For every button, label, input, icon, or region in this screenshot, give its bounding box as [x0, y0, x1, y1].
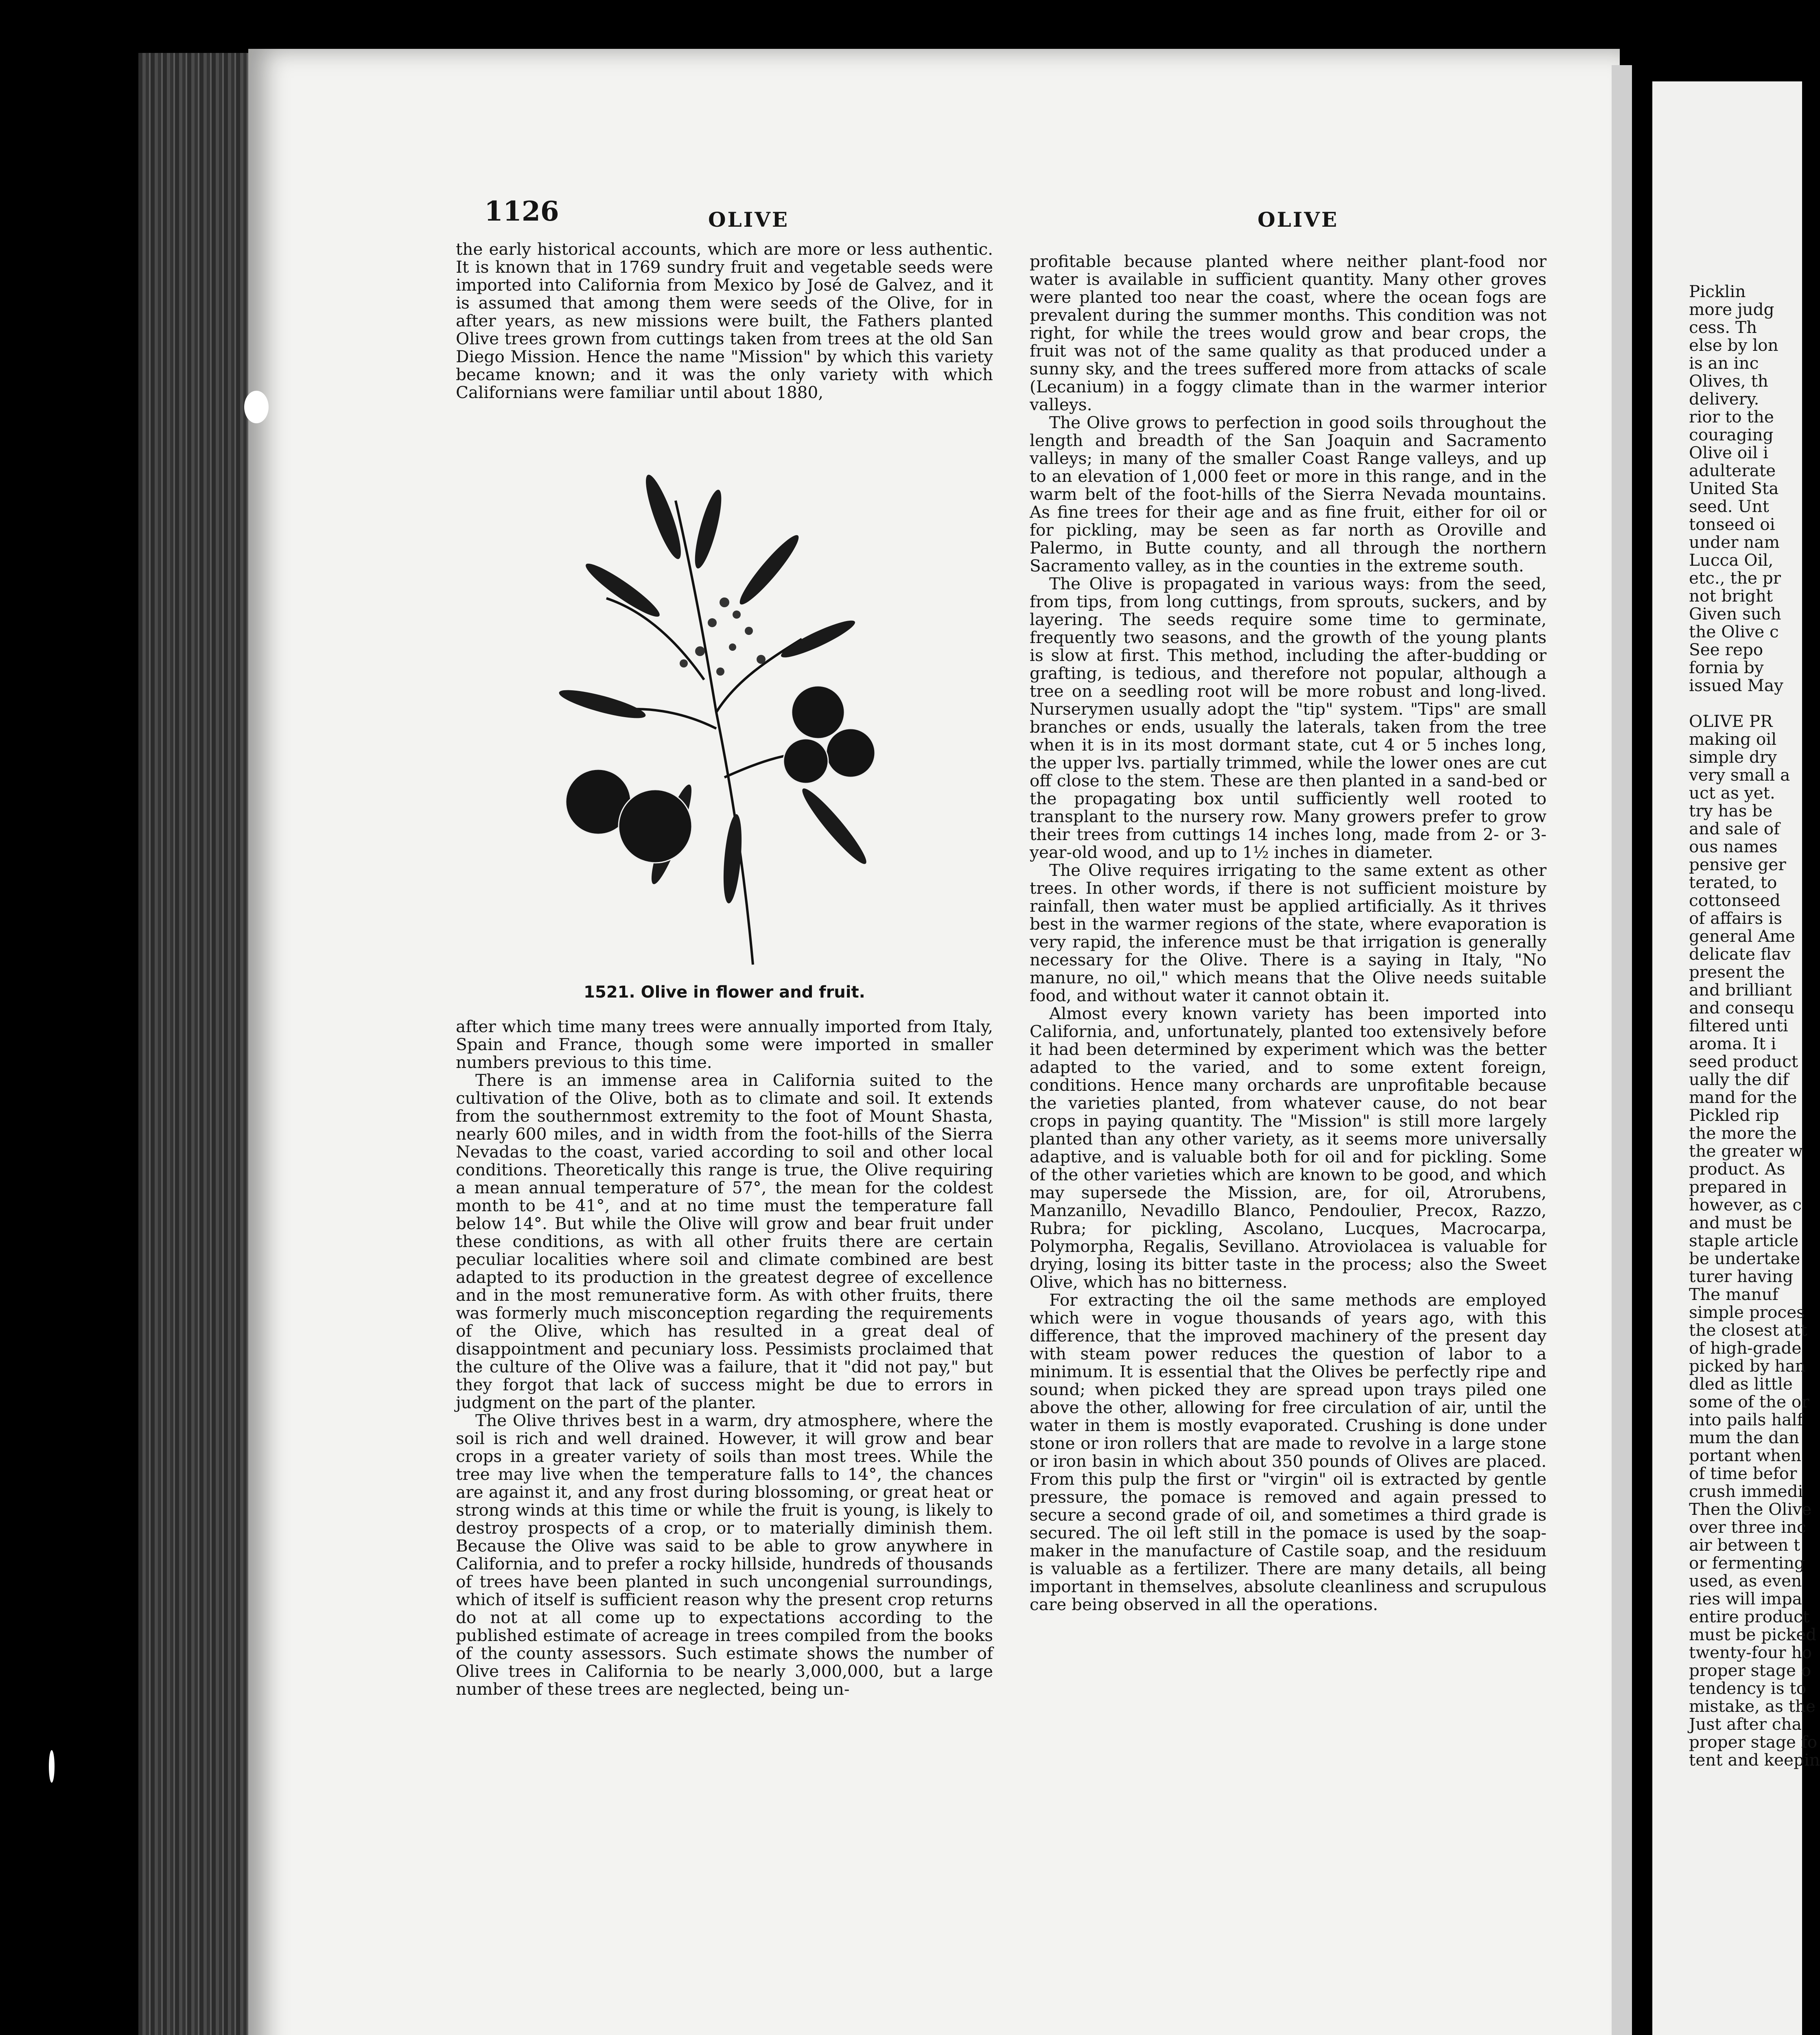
line-fragment: cess. Th [1689, 317, 1757, 337]
line-fragment: simple proces [1689, 1302, 1805, 1322]
line-fragment: terated, to [1689, 873, 1777, 892]
line-fragment: filtered unti [1689, 1016, 1788, 1035]
line-fragment: picked by han [1689, 1356, 1806, 1376]
line-fragment: however, as c [1689, 1195, 1802, 1214]
page-number: 1126 [484, 195, 559, 227]
line-fragment: used, as even [1689, 1571, 1802, 1591]
line-fragment: couraging [1689, 425, 1774, 444]
line-fragment: seed. Unt [1689, 497, 1769, 516]
line-fragment: proper stage fo [1689, 1732, 1818, 1752]
column-1-top [456, 240, 993, 484]
line-fragment: and brilliant [1689, 980, 1792, 1000]
line-fragment: portant when [1689, 1446, 1802, 1465]
olive-branch-illustration [541, 468, 899, 969]
line-fragment: Then the Olive [1689, 1499, 1812, 1519]
paragraph: The Olive thrives best in a warm, dry atmosphere, where the soil is rich and well drained. However, it will grow and bear crops in a greater variety of soils than most trees. While the tree may live when the temperature falls to 14°, the chances are against it, and any frost during blossoming, or great heat or strong winds at this time or while the fruit is young, is likely to destroy prospects of a crop, or to materially diminish them. Because the Olive was said to be able to grow anywhere in California, and to prefer a rocky hillside, hundreds of thousands of trees have been planted in such uncongenial surroundings, which of itself is sufficient reason why the present crop returns do not at all come up to expectations according to the published estimate of acreage in trees compiled from the books of the county assessors. Such estimate shows the number of Olive trees in California to be nearly 3,000,000, but a large number of these trees are neglected, being un- [456, 1411, 993, 1699]
line-fragment: aroma. It i [1689, 1034, 1776, 1053]
line-fragment: and consequ [1689, 998, 1794, 1017]
line-fragment: ous names [1689, 837, 1778, 856]
paragraph: the early historical accounts, which are more or less authentic. It is known that in 1769 sundry fruit and vegetable seeds were imported into California from Mexico by José de Galvez, and it is assumed that among them were seeds of the Olive, for in after years, as new missions were built, the Fathers planted Olive trees grown from cuttings taken from trees at the old San Diego Mission. Hence the name "Mission" by which this variety became known; and it was the only variety with which Californians were familiar until about 1880, [456, 239, 993, 402]
column-3-fragment [1689, 265, 1820, 1770]
line-fragment: into pails half [1689, 1410, 1803, 1429]
line-fragment: some of the or [1689, 1392, 1809, 1411]
paragraph: The Olive is propagated in various ways: from the seed, from tips, from long cuttings, from sprouts, suckers, and by layering. The seeds require some time to germinate, frequently two seasons, and the growth of the young plants is slow at first. This method, including the after-budding or grafting, is tedious, and therefore not popular, although a tree on a seedling root will be more robust and long-lived. Nurserymen usually adopt the "tip" system. "Tips" are small branches or ends, usually the laterals, taken from the tree when it is in its most dormant state, cut 4 or 5 inches long, the upper lvs. partially trimmed, while the lower ones are cut off close to the stem. These are then planted in a sand-bed or the propagating box until sufficiently well rooted to transplant to the nursery row. Many growers prefer to grow their trees from cuttings 14 inches long, made from 2- or 3-year-old wood, and up to 1½ inches in diameter. [1030, 574, 1547, 862]
line-fragment: the Olive c [1689, 622, 1779, 641]
running-head-left: OLIVE [708, 208, 790, 232]
line-fragment: delivery. [1689, 389, 1759, 409]
line-fragment: See repo [1689, 640, 1763, 659]
line-fragment: try has be [1689, 801, 1773, 821]
line-fragment: The manuf [1689, 1284, 1778, 1304]
line-fragment: mum the dan [1689, 1428, 1800, 1447]
line-fragment: mand for the [1689, 1088, 1797, 1107]
line-fragment: more judg [1689, 300, 1774, 319]
line-fragment: pensive ger [1689, 855, 1786, 874]
dust-speck [244, 391, 269, 423]
line-fragment: fornia by [1689, 658, 1764, 677]
paragraph: Almost every known variety has been imported into California, and, unfortunately, planted too extensively before it had been determined by experiment which was the better adapted to the varied, and to some extent foreign, conditions. Hence many orchards are unprofitable because the varieties planted, from whatever cause, do not bear crops in paying quantity. The "Mission" is still more largely planted than any other variety, as it seems more universally adaptive, and is valuable both for oil and for pickling. Some of the other varieties which are known to be good, and which may supersede the Mission, are, for oil, Atrorubens, Manzanillo, Nevadillo Blanco, Pendoulier, Precox, Razzo, Rubra; for pickling, Ascolano, Lucques, Macrocarpa, Polymorpha, Regalis, Sevillano. Atroviolacea is valuable for drying, losing its bitter taste in the process; also the Sweet Olive, which has no bitterness. [1030, 1004, 1547, 1292]
line-fragment: making oil [1689, 729, 1777, 749]
line-fragment: uct as yet. [1689, 783, 1775, 803]
line-fragment: United Sta [1689, 479, 1779, 498]
line-fragment: ually the dif [1689, 1070, 1789, 1089]
line-fragment: product. As [1689, 1159, 1785, 1179]
line-fragment: Picklin [1689, 282, 1746, 301]
line-fragment: and must be [1689, 1213, 1792, 1232]
line-fragment: entire product [1689, 1607, 1810, 1626]
line-fragment: present the [1689, 962, 1785, 982]
line-fragment: prepared in [1689, 1177, 1787, 1197]
line-fragment: or fermenting [1689, 1553, 1805, 1573]
paragraph: profitable because planted where neither plant-food nor water is available in sufficient quantity. Many other groves were planted too near the coast, where the ocean fogs are prevalent during the summer months. This condition was not right, for while the trees would grow and bear crops, the fruit was not of the same quality as that produced under a sunny sky, and the trees suffered more from attacks of scale (Lecanium) in a foggy climate than in the warmer interior valleys. [1030, 252, 1547, 414]
line-fragment: dled as little [1689, 1374, 1793, 1394]
line-fragment: is an inc [1689, 353, 1759, 373]
line-fragment: issued May [1689, 676, 1783, 695]
line-fragment: cottonseed [1689, 891, 1781, 910]
paragraph: after which time many trees were annually imported from Italy, Spain and France, though some were imported in smaller numbers previous to this time. [456, 1017, 993, 1072]
line-fragment: ries will impa [1689, 1589, 1802, 1608]
line-fragment: Given such [1689, 604, 1781, 624]
line-fragment: of affairs is [1689, 908, 1783, 928]
paragraph: The Olive requires irrigating to the same extent as other trees. In other words, if there is not sufficient moisture by rainfall, then water must be applied artificially. As it thrives best in the warmer regions of the state, where evaporation is very rapid, the inference must be that irrigation is generally necessary for the Olive. There is a saying in Italy, "No manure, no oil," which means that the Olive needs suitable food, and without water it cannot obtain it. [1030, 860, 1547, 1005]
figure-caption: 1521. Olive in flower and fruit. [584, 983, 865, 1002]
line-fragment [1689, 694, 1811, 712]
line-fragment: over three inc [1689, 1517, 1806, 1537]
line-fragment: must be picked [1689, 1625, 1817, 1644]
line-fragment: not bright [1689, 586, 1773, 606]
book-spine [138, 53, 248, 2035]
line-fragment: twenty-four ho [1689, 1643, 1812, 1662]
line-fragment: under nam [1689, 532, 1780, 552]
paragraph: There is an immense area in California suited to the cultivation of the Olive, both as to climate and soil. It extends from the southernmost extremity to the foot of Mount Shasta, nearly 600 miles, and in width from the foot-hills of the Sierra Nevadas to the coast, varied according to soil and other local conditions. Theoretically this range is true, the Olive requiring a mean annual temperature of 57°, the mean for the coldest month to be 41°, and at no time must the temperature fall below 14°. But while the Olive will grow and bear fruit under these conditions, as with all other fruits there are certain peculiar localities where soil and climate combined are best adapted to its production in the greatest degree of excellence and in the most remunerative form. As with other fruits, there was formerly much misconception regarding the requirements of the Olive, which has resulted in a great deal of disappointment and pecuniary loss. Pessimists proclaimed that the culture of the Olive was a failure, that it "did not pay," but they forgot that lack of success might be due to errors in judgment on the part of the planter. [456, 1070, 993, 1412]
column-1-bottom [456, 1017, 993, 1831]
line-fragment: Olives, th [1689, 371, 1768, 391]
line-fragment: Just after cha [1689, 1714, 1802, 1734]
line-fragment: proper stage o [1689, 1661, 1811, 1680]
line-fragment: turer having [1689, 1267, 1793, 1286]
line-fragment: staple article [1689, 1231, 1799, 1250]
dust-speck [49, 1750, 55, 1783]
line-fragment: rior to the [1689, 407, 1774, 427]
line-fragment: very small a [1689, 765, 1790, 785]
line-fragment [1689, 265, 1811, 282]
line-fragment: delicate flav [1689, 944, 1791, 964]
line-fragment: etc., the pr [1689, 568, 1781, 588]
line-fragment: simple dry [1689, 747, 1777, 767]
line-fragment: air between t [1689, 1535, 1800, 1555]
line-fragment: crush immedi [1689, 1481, 1803, 1501]
line-fragment: OLIVE PR [1689, 711, 1773, 731]
line-fragment: be undertake [1689, 1249, 1800, 1268]
line-fragment: tendency is to [1689, 1678, 1807, 1698]
line-fragment: adulterate [1689, 461, 1776, 480]
line-fragment: tonseed oi [1689, 514, 1775, 534]
line-fragment: the more the [1689, 1123, 1797, 1143]
line-fragment: of high-grade [1689, 1338, 1802, 1358]
line-fragment: tent and keepin [1689, 1750, 1820, 1770]
line-fragment: the greater w [1689, 1141, 1803, 1161]
line-fragment: Lucca Oil, [1689, 550, 1774, 570]
line-fragment: Pickled rip [1689, 1105, 1779, 1125]
paragraph: The Olive grows to perfection in good soils throughout the length and breadth of the San Joaquin and Sacramento valleys; in many of the smaller Coast Range valleys, and up to an elevation of 1,000 feet or more in this range, and in the warm belt of the foot-hills of the Sierra Nevada mountains. As fine trees for their age and as fine fruit, either for oil or for pickling, may be seen as far north as Oroville and Palermo, in Butte county, and all through the northern Sacramento valley, as in the counties in the extreme south. [1030, 413, 1547, 575]
page-gutter [1612, 65, 1632, 2035]
line-fragment: Olive oil i [1689, 443, 1768, 462]
line-fragment: of time befor [1689, 1464, 1797, 1483]
column-2 [1030, 252, 1547, 1823]
running-head-right: OLIVE [1258, 208, 1339, 232]
paragraph: For extracting the oil the same methods are employed which were in vogue thousands of years ago, with this difference, that the improved machinery of the present day with steam power reduces the question of labor to a minimum. It is essential that the Olives be perfectly ripe and sound; when picked they are spread upon trays piled one above the other, allowing for free circulation of air, until the water in them is mostly evaporated. Crushing is done under stone or iron rollers that are made to revolve in a large stone or iron basin in which about 350 pounds of Olives are placed. From this pulp the first or "virgin" oil is extracted by gentle pressure, the pomace is removed and again pressed to secure a second grade of oil, and sometimes a third grade is secured. The oil left still in the pomace is used by the soap-maker in the manufacture of Castile soap, and the residuum is valuable as a fertilizer. There are many details, all being important in themselves, absolute cleanliness and scrupulous care being observed in all the operations. [1030, 1290, 1547, 1614]
line-fragment: else by lon [1689, 335, 1778, 355]
line-fragment: seed product [1689, 1052, 1798, 1071]
line-fragment: general Ame [1689, 926, 1795, 946]
line-fragment: and sale of [1689, 819, 1780, 838]
line-fragment: the closest att [1689, 1320, 1807, 1340]
line-fragment: mistake, as the [1689, 1696, 1816, 1716]
